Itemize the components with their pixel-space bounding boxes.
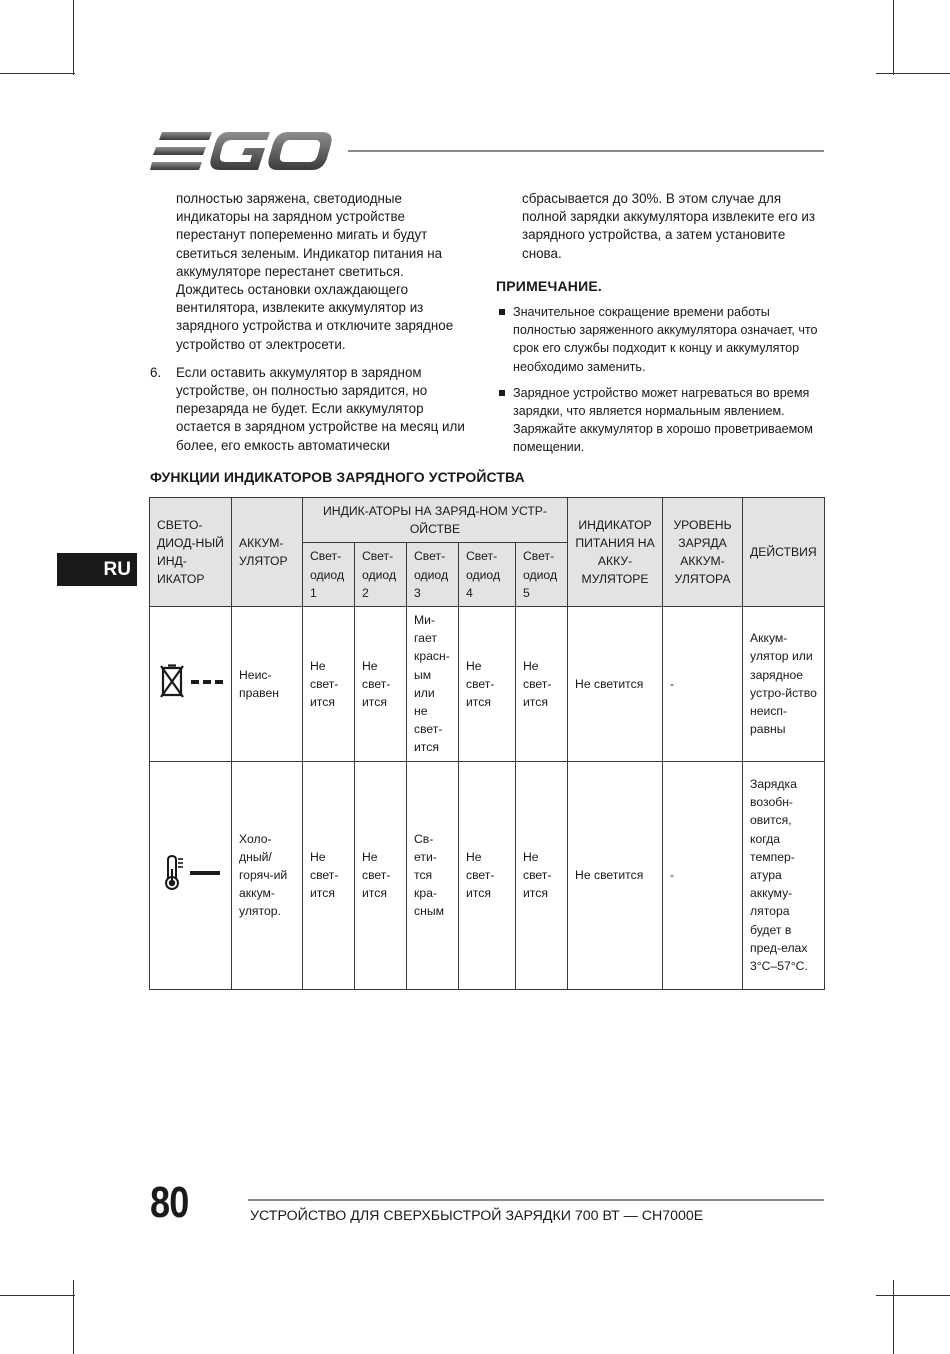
led3-cell: Св-ети-тся кра-сным	[407, 761, 459, 989]
intro-paragraph: полностью заряжена, светодиодные индикаторы на зарядном устройстве перестанут попеременно мигать и будут светиться зеленым. Индикатор питания на аккумуляторе перестанет светиться. Дождитесь остановки охлаждающего вентилятора, извлеките аккумулятор из зарядного устройства и отключите зарядное устройство от электросети.	[176, 191, 454, 352]
note-title: ПРИМЕЧАНИЕ.	[496, 277, 603, 294]
action-cell: Аккум-улятор или зарядное устро-йство неисп-равны	[743, 607, 825, 762]
led-cell	[150, 607, 232, 762]
thermometer-icon	[160, 855, 222, 891]
note-bullet	[496, 384, 826, 457]
header-led: СВЕТО-ДИОД-НЫЙ ИНД-ИКАТОР	[150, 498, 232, 607]
language-tab-label: RU	[103, 559, 131, 580]
footer-rule	[248, 1199, 824, 1201]
crop-mark	[0, 1295, 75, 1296]
bullet-square-icon	[499, 309, 505, 315]
led2-cell: Не свет-ится	[355, 761, 407, 989]
table-row	[150, 607, 825, 762]
list-item-text: Если оставить аккумулятор в зарядном устройстве, он полностью зарядится, но перезаряда не будет. Если аккумулятор остается в зарядном устройстве на месяц или более, его емкость автоматически	[176, 364, 465, 453]
led4-cell: Не свет-ится	[459, 761, 516, 989]
crop-mark	[893, 1280, 894, 1354]
header-actions: ДЕЙСТВИЯ	[743, 498, 825, 607]
note-bullet-text: Зарядное устройство может нагреваться во время зарядки, что является нормальным явлением. Заряжайте аккумулятор в хорошо проветриваемом помещении.	[513, 385, 813, 455]
crop-mark	[73, 0, 74, 75]
table-title: ФУНКЦИИ ИНДИКАТОРОВ ЗАРЯДНОГО УСТРОЙСТВА	[150, 469, 525, 485]
language-tab	[57, 553, 137, 586]
crop-mark	[876, 73, 950, 74]
header-led-1: Свет-одиод 1	[303, 543, 355, 607]
list-number: 6.	[150, 364, 162, 380]
led1-cell: Не свет-ится	[303, 761, 355, 989]
crop-mark	[893, 0, 894, 75]
crop-mark	[876, 1295, 950, 1296]
led4-cell: Не свет-ится	[459, 607, 516, 762]
page-number: 80	[150, 1178, 189, 1227]
header-power-indicator: ИНДИКАТОР ПИТАНИЯ НА АККУ-МУЛЯТОРЕ	[568, 498, 663, 607]
right-column	[496, 190, 826, 465]
header-charger-group: ИНДИК-АТОРЫ НА ЗАРЯД-НОМ УСТР-ОЙСТВЕ	[303, 498, 568, 543]
table-row	[150, 761, 825, 989]
list-item	[150, 364, 470, 455]
header-rule	[348, 150, 824, 152]
battery-cell: Холо-дный/ горяч-ий аккум-улятор.	[232, 761, 303, 989]
led5-cell: Не свет-ится	[516, 761, 568, 989]
power-indicator-cell: Не светится	[568, 761, 663, 989]
led1-cell: Не свет-ится	[303, 607, 355, 762]
led2-cell: Не свет-ится	[355, 607, 407, 762]
bullet-square-icon	[499, 390, 505, 396]
battery-cell: Неис-правен	[232, 607, 303, 762]
led3-cell: Ми-гает красн-ым или не свет-ится	[407, 607, 459, 762]
battery-fault-icon	[158, 664, 224, 698]
continued-paragraph: сбрасывается до 30%. В этом случае для полной зарядки аккумулятора извлеките его из зарядного устройства, а затем установите снова.	[522, 191, 815, 261]
left-column	[150, 190, 470, 455]
header-battery: АККУМ-УЛЯТОР	[232, 498, 303, 607]
footer-title: УСТРОЙСТВО ДЛЯ СВЕРХБЫСТРОЙ ЗАРЯДКИ 700 ВТ — CH7000E	[250, 1208, 704, 1224]
led-cell	[150, 761, 232, 989]
header-led-3: Свет-одиод 3	[407, 543, 459, 607]
note-bullet-text: Значительное сокращение времени работы полностью заряженного аккумулятора означает, что срок его службы подходит к концу и аккумулятор необходимо заменить.	[513, 305, 818, 374]
header-led-4: Свет-одиод 4	[459, 543, 516, 607]
crop-mark	[73, 1280, 74, 1354]
action-cell: Зарядка возобн-овится, когда темпер-атура аккуму-лятора будет в пред-елах 3°C–57°C.	[743, 761, 825, 989]
header-led-2: Свет-одиод 2	[355, 543, 407, 607]
ego-logo	[150, 130, 332, 172]
header-charge-level: УРОВЕНЬ ЗАРЯДА АККУМ-УЛЯТОРА	[663, 498, 743, 607]
crop-mark	[0, 73, 75, 74]
charge-level-cell: -	[663, 761, 743, 989]
indicator-functions-table	[149, 497, 825, 990]
power-indicator-cell: Не светится	[568, 607, 663, 762]
header-led-5: Свет-одиод 5	[516, 543, 568, 607]
led5-cell: Не свет-ится	[516, 607, 568, 762]
charge-level-cell: -	[663, 607, 743, 762]
note-bullet	[496, 303, 826, 376]
